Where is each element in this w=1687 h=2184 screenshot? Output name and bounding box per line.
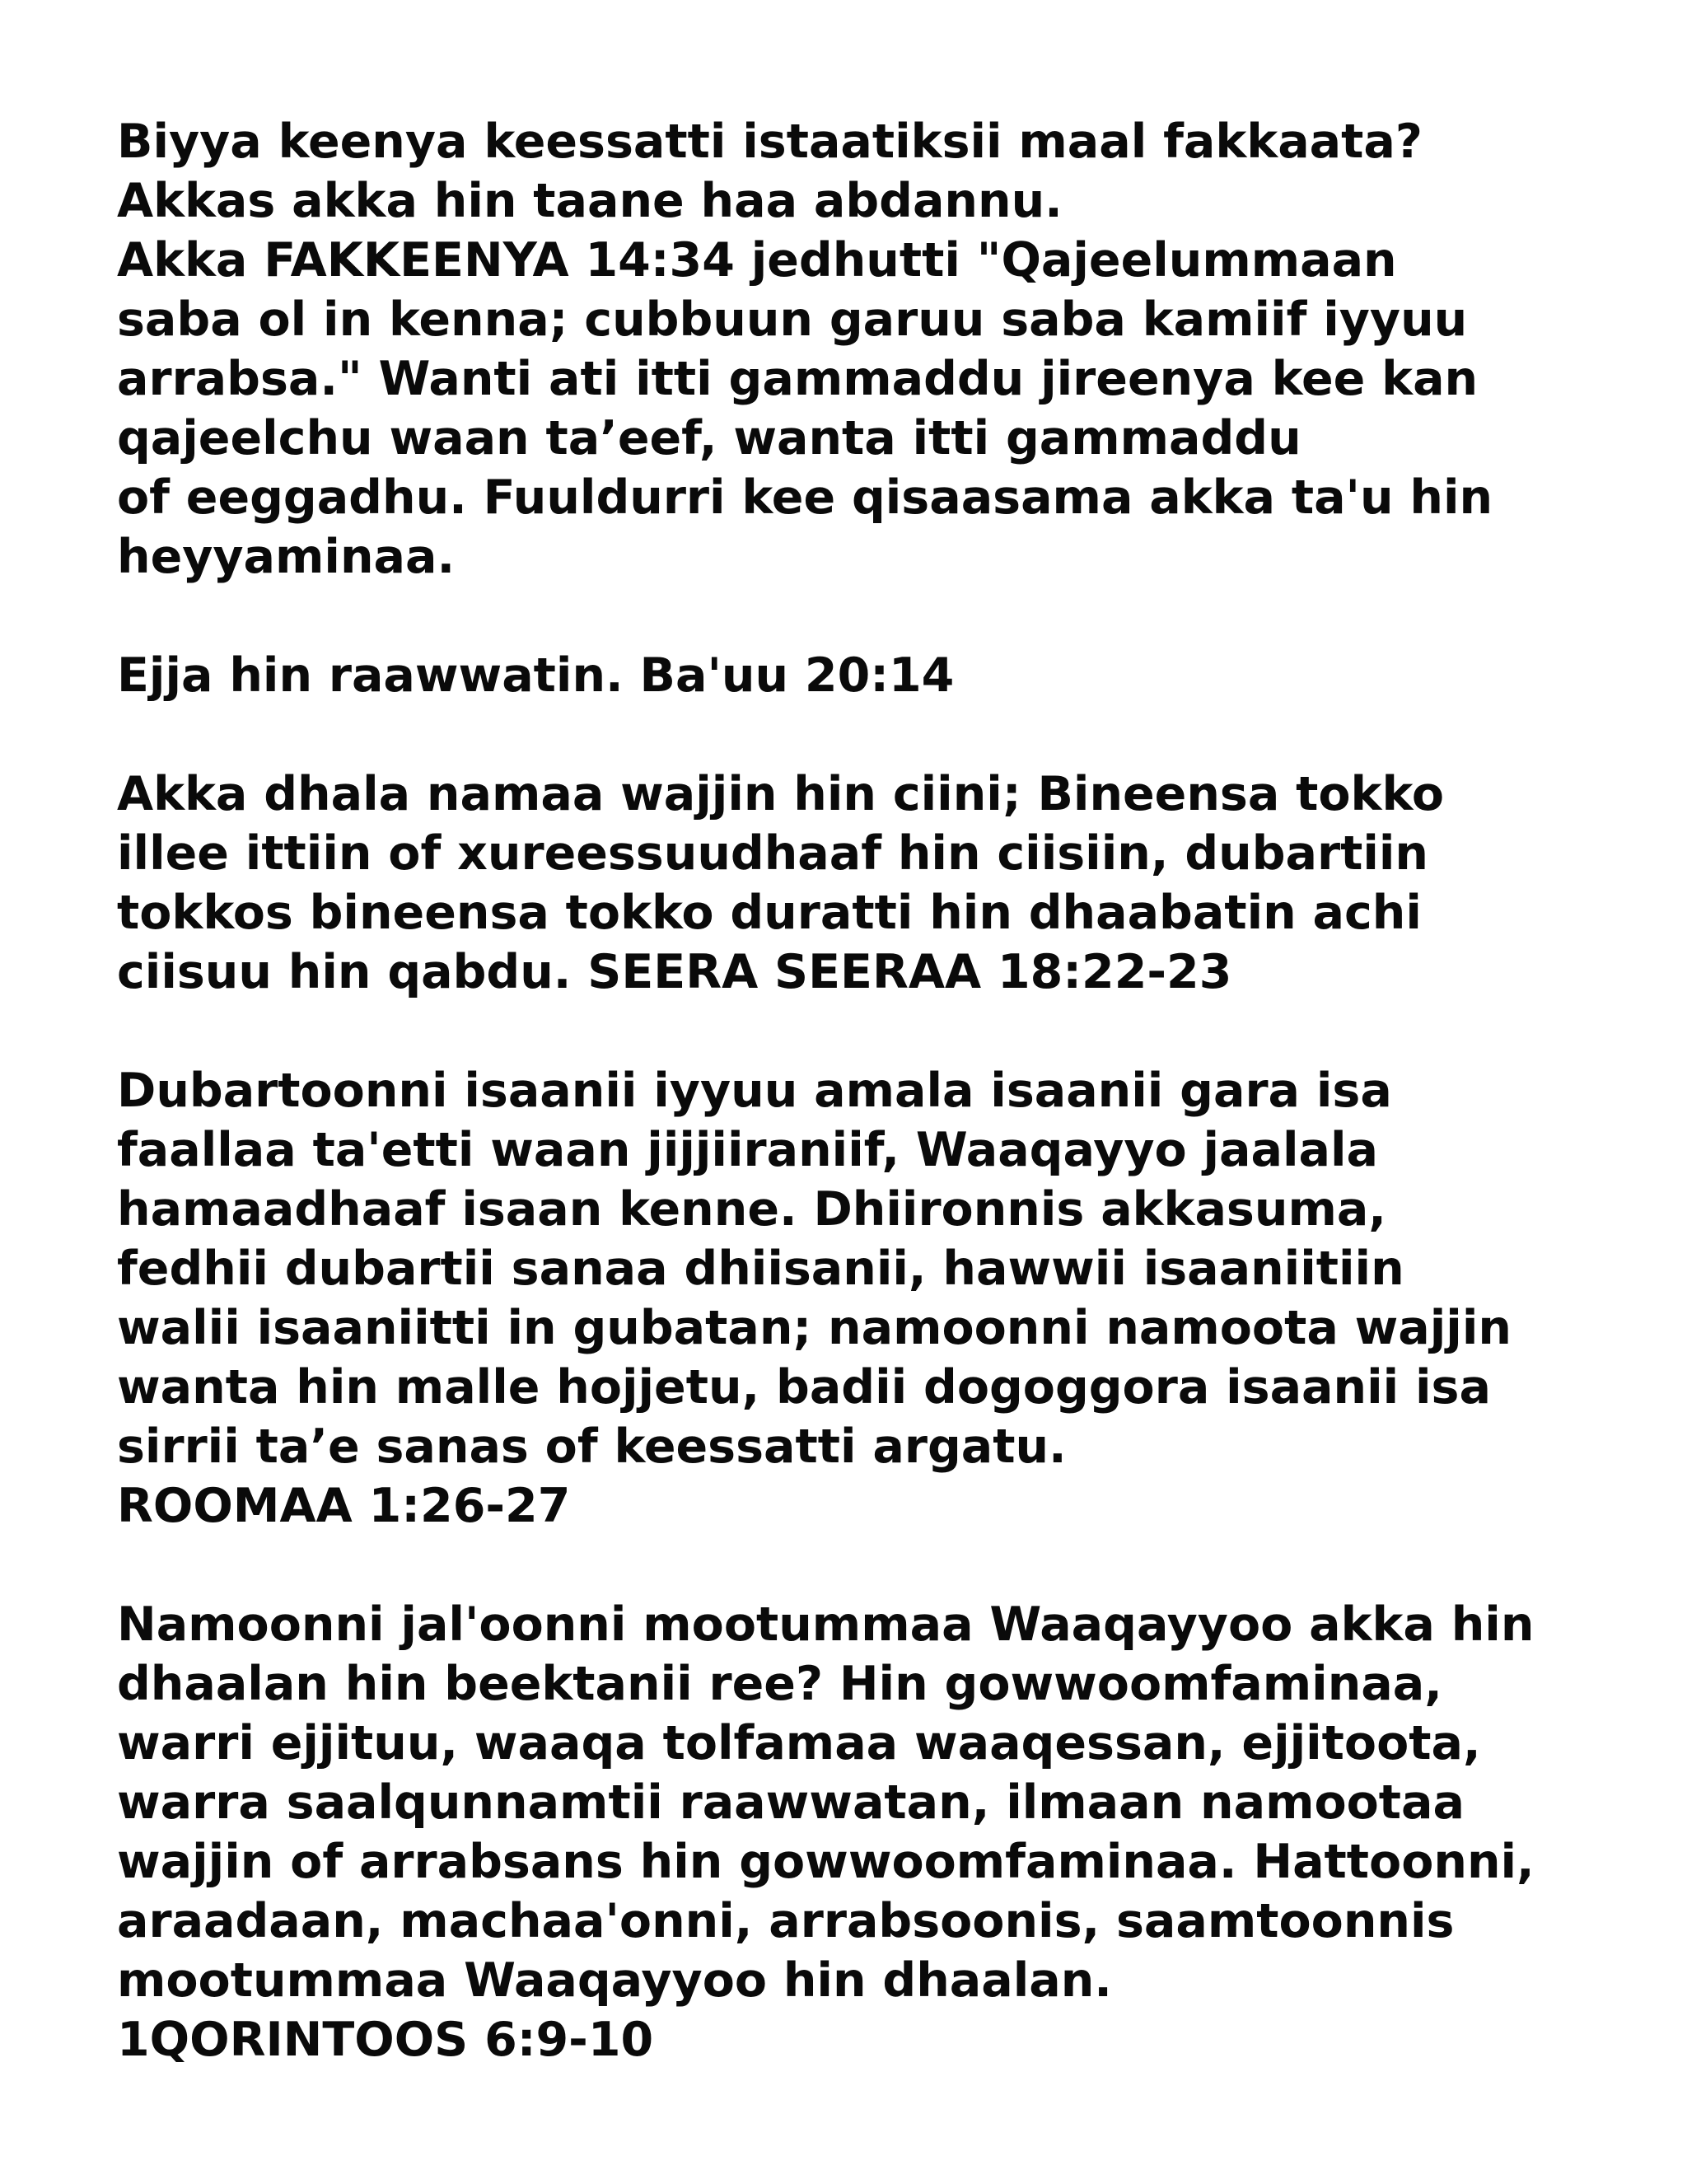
- text-line: Akka FAKKEENYA 14:34 jedhutti "Qajeelummaan: [117, 233, 1397, 288]
- text-line: Akkas akka hin taane haa abdannu.: [117, 174, 1063, 228]
- text-line: Ejja hin raawwatin. Ba'uu 20:14: [117, 648, 955, 703]
- text-line: tokkos bineensa tokko duratti hin dhaabatin achi: [117, 886, 1422, 940]
- text-line: hamaadhaaf isaan kenne. Dhiironnis akkasuma,: [117, 1182, 1386, 1237]
- paragraph-gap: [117, 1536, 1657, 1595]
- text-line: heyyaminaa.: [117, 530, 456, 584]
- text-line: faallaa ta'etti waan jijjiiraniif, Waaqayyo jaalala: [117, 1123, 1378, 1177]
- paragraph-bauu: [117, 646, 1657, 705]
- text-line: of eeggadhu. Fuuldurri kee qisaasama akka ta'u hin: [117, 470, 1493, 525]
- paragraph-qorintoos: [117, 1595, 1657, 2069]
- document-body: [117, 112, 1657, 2069]
- paragraph-gap: [117, 587, 1657, 646]
- text-line: ROOMAA 1:26-27: [117, 1479, 571, 1533]
- text-line: warra saalqunnamtii raawwatan, ilmaan namootaa: [117, 1775, 1465, 1830]
- text-line: illee ittiin of xureessuudhaaf hin ciisiin, dubartiin: [117, 826, 1428, 881]
- text-line: saba ol in kenna; cubbuun garuu saba kamiif iyyuu: [117, 292, 1468, 347]
- text-line: warri ejjituu, waaqa tolfamaa waaqessan, ejjitoota,: [117, 1716, 1481, 1770]
- text-line: mootummaa Waaqayyoo hin dhaalan.: [117, 1953, 1112, 2008]
- text-line: sirrii ta’e sanas of keessatti argatu.: [117, 1419, 1067, 1474]
- paragraph-roomaa: [117, 1061, 1657, 1536]
- text-line: Akka dhala namaa wajjin hin ciini; Bineensa tokko: [117, 767, 1445, 821]
- text-line: 1QORINTOOS 6:9-10: [117, 2013, 654, 2067]
- text-line: fedhii dubartii sanaa dhiisanii, hawwii isaaniitiin: [117, 1242, 1404, 1296]
- text-line: wajjin of arrabsans hin gowwoomfaminaa. Hattoonni,: [117, 1835, 1535, 1889]
- paragraph-gap: [117, 1002, 1657, 1061]
- text-line: Biyya keenya keessatti istaatiksii maal fakkaata?: [117, 115, 1423, 169]
- paragraph-intro: [117, 112, 1657, 587]
- paragraph-seera-seeraa: [117, 765, 1657, 1002]
- text-line: ciisuu hin qabdu. SEERA SEERAA 18:22-23: [117, 945, 1232, 999]
- text-line: Dubartoonni isaanii iyyuu amala isaanii gara isa: [117, 1064, 1392, 1118]
- text-line: dhaalan hin beektanii ree? Hin gowwoomfaminaa,: [117, 1657, 1442, 1711]
- text-line: Namoonni jal'oonni mootummaa Waaqayyoo akka hin: [117, 1597, 1535, 1652]
- text-line: arrabsa." Wanti ati itti gammaddu jireenya kee kan: [117, 352, 1479, 406]
- text-line: qajeelchu waan ta’eef, wanta itti gammaddu: [117, 411, 1301, 465]
- paragraph-gap: [117, 705, 1657, 765]
- text-line: walii isaaniitti in gubatan; namoonni namoota wajjin: [117, 1301, 1512, 1355]
- text-line: wanta hin malle hojjetu, badii dogoggora isaanii isa: [117, 1360, 1491, 1415]
- text-line: araadaan, machaa'onni, arrabsoonis, saamtoonnis: [117, 1894, 1455, 1948]
